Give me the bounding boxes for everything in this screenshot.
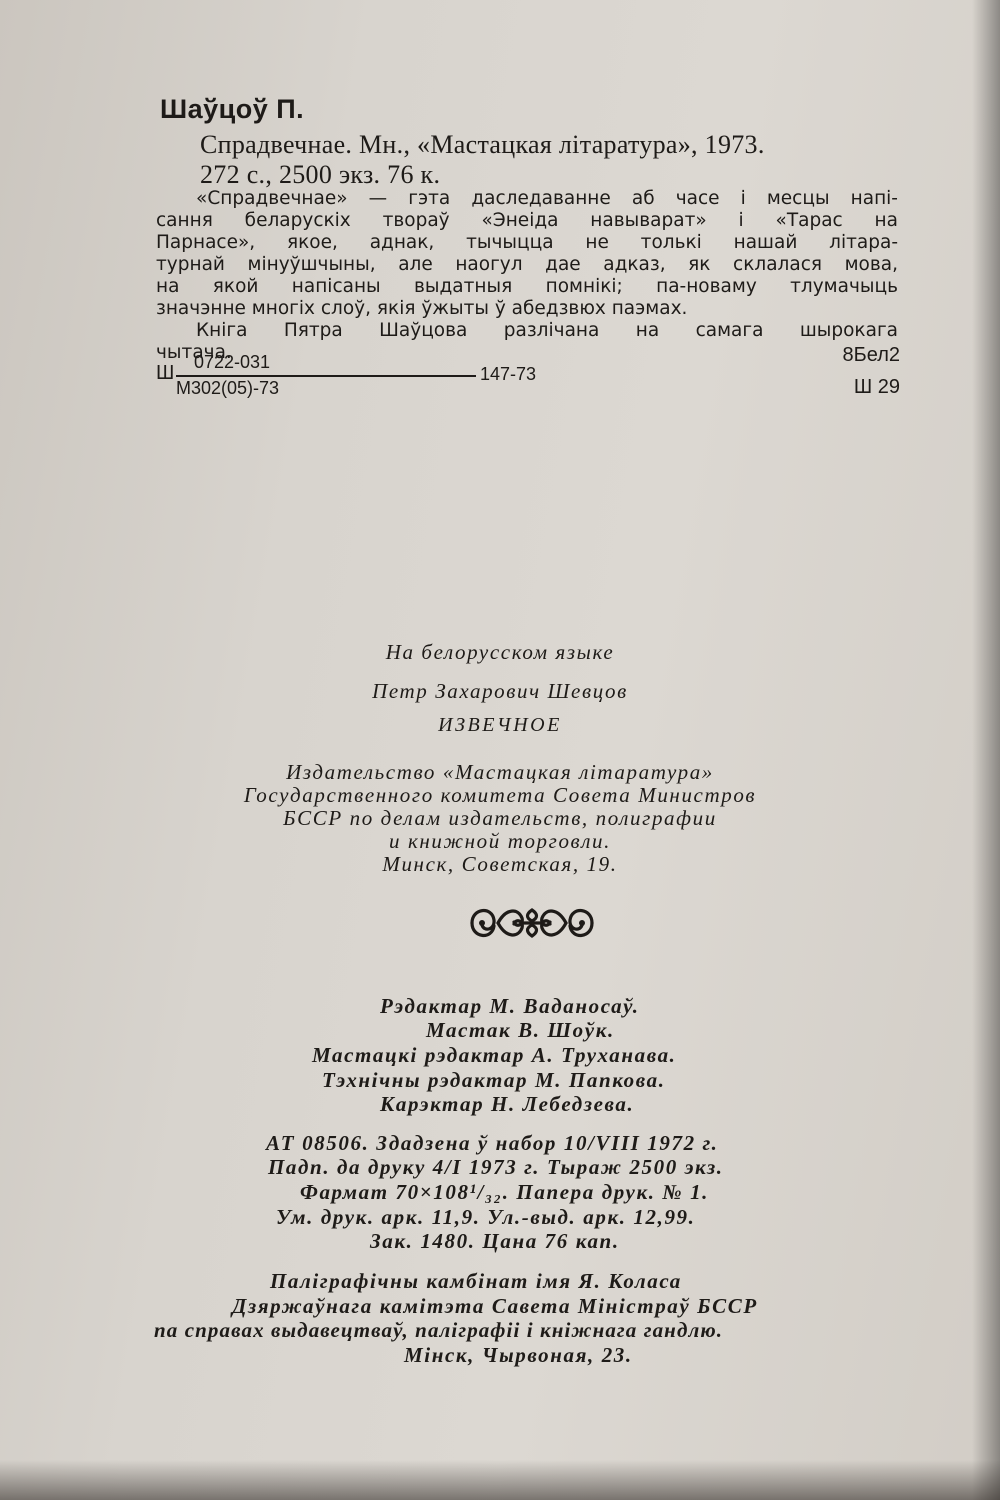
annotation-line: чытача. [156, 342, 232, 363]
printer-line: Паліграфічны камбінат імя Я. Коласа [270, 1269, 682, 1293]
page-bottom-shadow [0, 1460, 1000, 1500]
annotation-line: Кніга Пятра Шаўцова разлічана на самага шырокага [196, 320, 898, 341]
annotation-line: значэнне многіх слоў, якія ўжыты ў абедзвюх паэмах. [156, 298, 688, 319]
tech-line: Зак. 1480. Цана 76 кап. [370, 1229, 620, 1253]
tech-line: Фармат 70×108¹/₃₂. Папера друк. № 1. [300, 1180, 710, 1204]
tech-line: Падп. да друку 4/I 1973 г. Тыраж 2500 экз. [268, 1155, 724, 1179]
pages-copies-price-line: 272 с., 2500 экз. 76 к. [200, 160, 441, 189]
bbk-code: 8Бел2 [842, 344, 900, 366]
credit-line: Карэктар Н. Лебедзева. [380, 1092, 635, 1116]
language-note: На белорусском языке [385, 640, 615, 664]
author-heading: Шаўцоў П. [160, 94, 305, 124]
credit-line: Тэхнічны рэдактар М. Папкова. [322, 1068, 666, 1092]
annotation-line: на якой напісаны выдатныя помнікі; па-новаму тлумачыць [156, 276, 898, 297]
credit-line: Рэдактар М. Ваданосаў. [380, 994, 640, 1018]
publisher-line: Минск, Советская, 19. [382, 852, 618, 876]
index-denominator: М302(05)-73 [176, 378, 280, 398]
tech-line: Ум. друк. арк. 11,9. Ул.-выд. арк. 12,99. [276, 1205, 696, 1229]
tech-line: АТ 08506. Здадзена ў набор 10/VIII 1972 г. [266, 1131, 719, 1155]
fraction-bar [176, 375, 476, 377]
page-edge-shadow [972, 0, 1000, 1500]
index-prefix: Ш [156, 362, 175, 384]
credit-line: Мастак В. Шоўк. [426, 1018, 615, 1042]
index-numerator: 0722-031 [194, 352, 271, 372]
credit-line: Мастацкі рэдактар А. Труханава. [312, 1043, 677, 1067]
annotation-line: «Спрадвечнае» — гэта даследаванне аб часе і месцы напі- [196, 188, 898, 209]
book-title: ИЗВЕЧНОЕ [438, 714, 562, 736]
publisher-line: Издательство «Мастацкая літаратура» [286, 760, 714, 784]
annotation-line: сання беларускіх твораў «Энеіда навыварат» і «Тарас на [156, 210, 898, 231]
printer-line: Дзяржаўнага камітэта Савета Міністраў БССР [232, 1294, 758, 1318]
author-mark: Ш 29 [853, 376, 900, 398]
publisher-line: и книжной торговли. [389, 829, 611, 853]
annotation-line: Парнасе», якое, аднак, тычыцца не толькі нашай літара- [156, 232, 898, 253]
publisher-line: БССР по делам издательств, полиграфии [283, 806, 717, 830]
publication-line: Спрадвечнае. Мн., «Мастацкая літаратура», 1973. [200, 130, 765, 159]
printer-line: па справах выдавецтваў, паліграфіі і кніжнага гандлю. [154, 1318, 724, 1342]
author-full-name: Петр Захарович Шевцов [372, 679, 628, 703]
ornament-divider-icon [462, 898, 602, 948]
publisher-line: Государственного комитета Совета Министров [243, 783, 757, 807]
printer-line: Мінск, Чырвоная, 23. [404, 1343, 633, 1367]
annotation-line: турнай мінуўшчыны, але наогул дае адказ, як склалася мова, [156, 254, 898, 275]
index-number: 147-73 [480, 364, 537, 384]
